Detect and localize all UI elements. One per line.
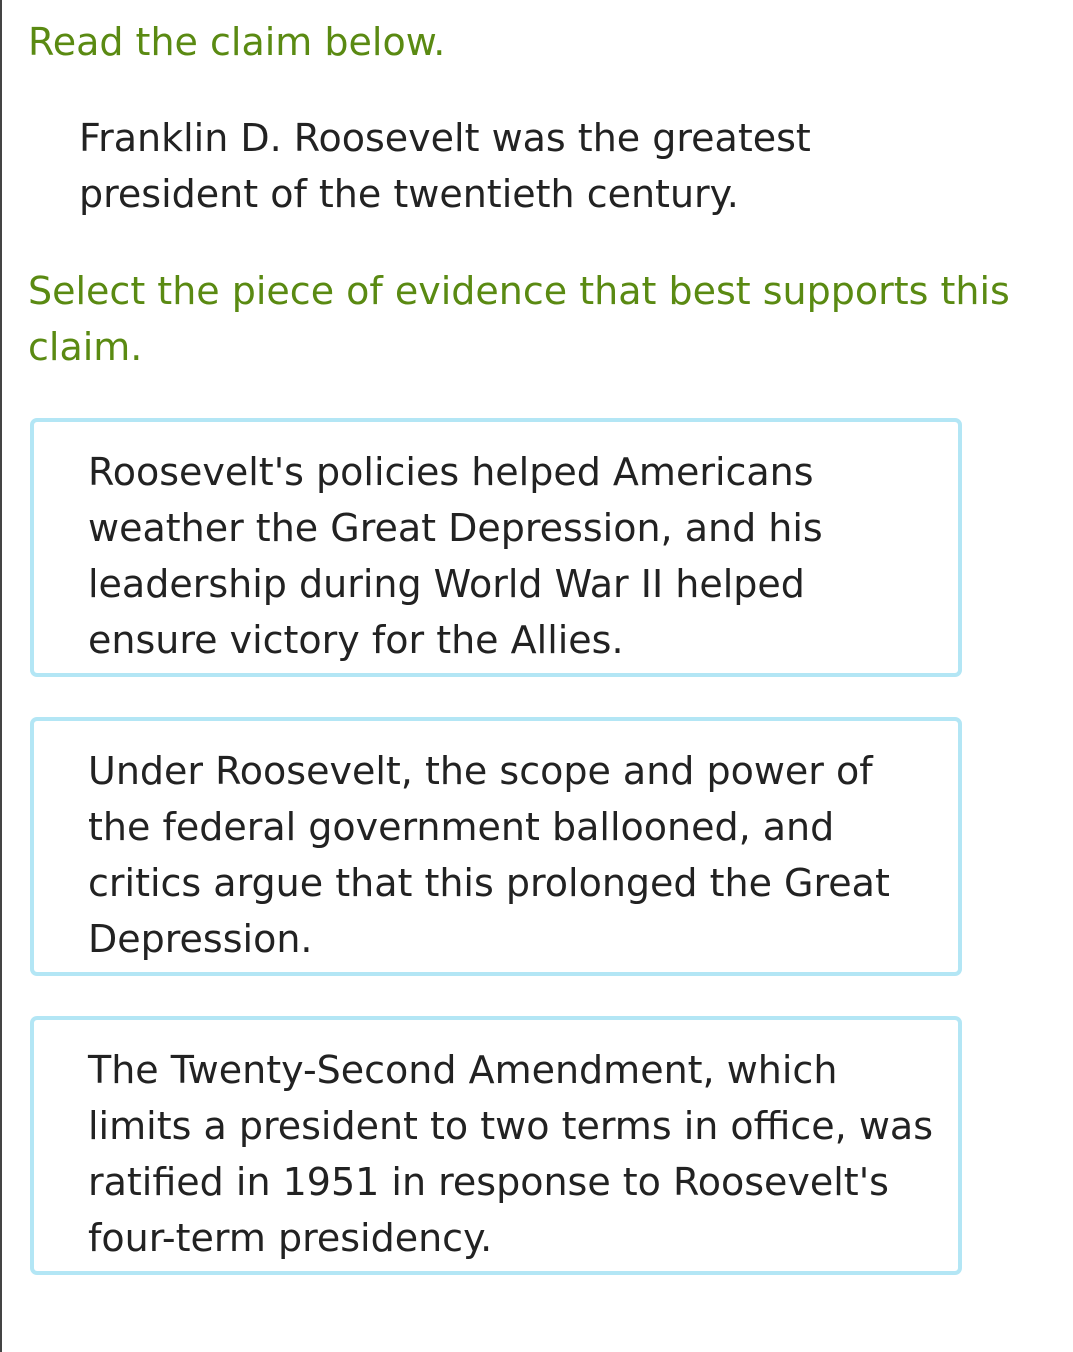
answer-choice-2[interactable] (30, 717, 962, 976)
claim-text: Franklin D. Roosevelt was the greatest president of the twentieth century. (79, 116, 811, 216)
left-border-line (0, 0, 2, 1352)
select-evidence-instruction: Select the piece of evidence that best supports this claim. (28, 269, 1010, 369)
answer-choice-3-text: The Twenty-Second Amendment, which limits a president to two terms in office, was ratified in 1951 in response to Roosevelt's four-term presidency. (88, 1048, 933, 1260)
answer-choice-1[interactable] (30, 418, 962, 677)
answer-choice-2-text: Under Roosevelt, the scope and power of the federal government ballooned, and critics argue that this prolonged the Great Depression. (88, 749, 890, 961)
answer-choice-3[interactable] (30, 1016, 962, 1275)
read-claim-instruction: Read the claim below. (28, 20, 446, 64)
answer-choices (30, 418, 962, 1315)
answer-choice-1-text: Roosevelt's policies helped Americans weather the Great Depression, and his leadership during World War II helped ensure victory for the Allies. (88, 450, 823, 662)
